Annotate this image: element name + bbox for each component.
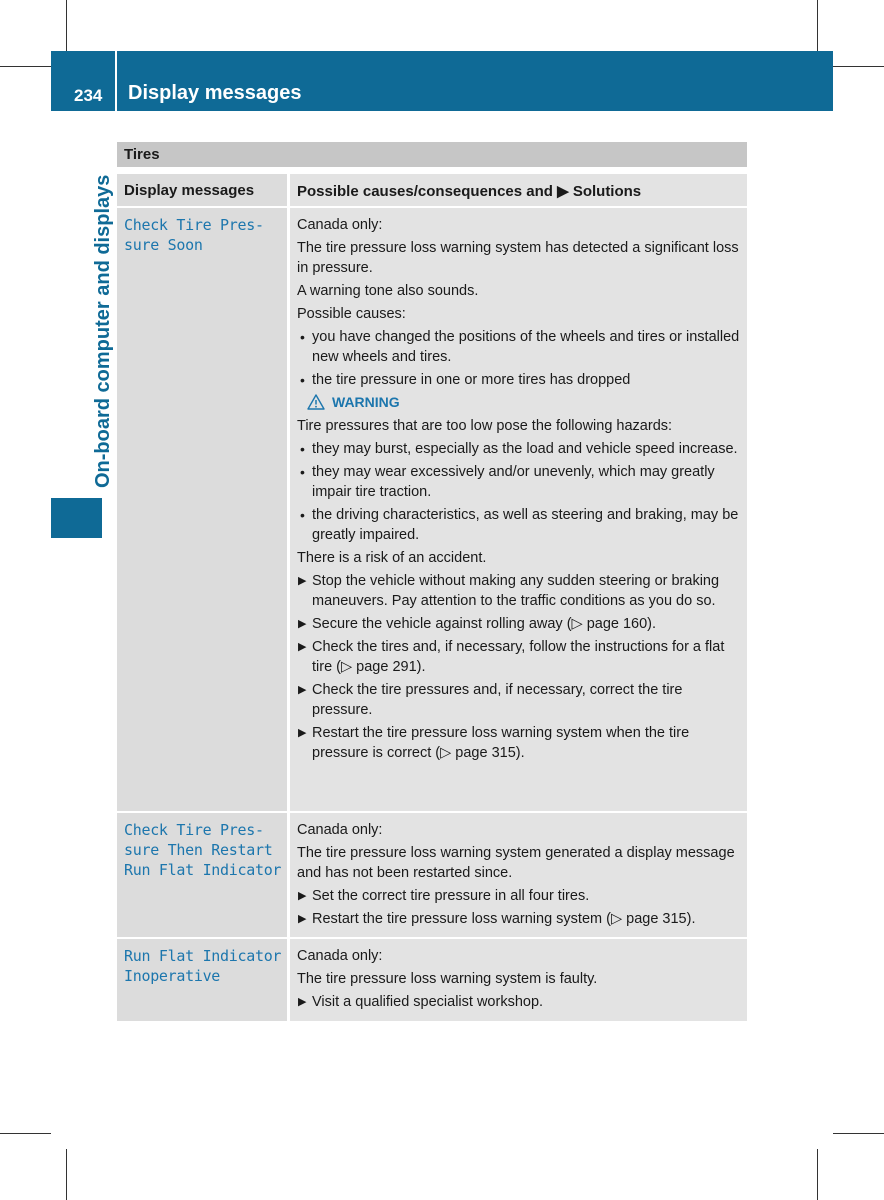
- step-text: Restart the tire pressure loss warning system when the tire pressure is correct (▷ page 315).: [312, 725, 690, 761]
- chapter-label: On-board computer and displays: [92, 174, 114, 488]
- instruction-step: ▶ Check the tire pressures and, if necessary, correct the tire pressure.: [297, 680, 741, 720]
- step-text: Restart the tire pressure loss warning system (▷ page 315).: [312, 911, 696, 927]
- message-cell: [117, 939, 287, 1021]
- table-row: [117, 813, 747, 937]
- display-messages-table: [117, 142, 747, 1023]
- table-row: [117, 208, 747, 811]
- section-heading: Tires: [117, 142, 747, 167]
- paragraph: Canada only:: [297, 822, 383, 838]
- list-item-text: the driving characteristics, as well as steering and braking, may be greatly impaired.: [312, 507, 739, 543]
- column-header-messages: Display messages: [117, 174, 287, 206]
- paragraph: The tire pressure loss warning system has detected a significant loss in pressure.: [297, 240, 739, 276]
- display-message-line: sure Soon: [124, 236, 203, 254]
- crop-mark: [66, 0, 67, 51]
- display-message-line: Inoperative: [124, 967, 221, 985]
- message-cell: [117, 813, 287, 937]
- solution-cell: [290, 939, 747, 1021]
- header-divider: [115, 51, 117, 111]
- table-header-row: [117, 174, 747, 206]
- display-message-line: Check Tire Pres-: [124, 216, 264, 234]
- list-item-text: they may wear excessively and/or unevenly, which may greatly impair tire traction.: [312, 464, 715, 500]
- crop-mark: [817, 1149, 818, 1200]
- step-text: Set the correct tire pressure in all four tires.: [312, 888, 590, 904]
- step-text: Secure the vehicle against rolling away (▷ page 160).: [312, 616, 657, 632]
- paragraph: A warning tone also sounds.: [297, 283, 479, 299]
- message-cell: [117, 208, 287, 811]
- column-header-solutions: Possible causes/consequences and ▶ Solutions: [290, 174, 747, 206]
- paragraph: Tire pressures that are too low pose the following hazards:: [297, 418, 673, 434]
- chapter-tab: [51, 498, 102, 538]
- list-item: • they may wear excessively and/or unevenly, which may greatly impair tire traction.: [297, 462, 741, 502]
- solution-cell: [290, 813, 747, 937]
- step-text: Check the tires and, if necessary, follow the instructions for a flat tire (▷ page 291).: [312, 639, 725, 675]
- list-item-text: they may burst, especially as the load and vehicle speed increase.: [312, 441, 738, 457]
- display-message-line: Run Flat Indicator: [124, 861, 282, 879]
- warning-label: WARNING: [332, 394, 400, 410]
- list-item: • the driving characteristics, as well as steering and braking, may be greatly impaired.: [297, 505, 741, 545]
- step-text: Check the tire pressures and, if necessary, correct the tire pressure.: [312, 682, 683, 718]
- crop-mark: [833, 1133, 884, 1134]
- paragraph: Canada only:: [297, 217, 383, 233]
- instruction-step: ▶ Secure the vehicle against rolling away (▷ page 160).: [298, 616, 657, 632]
- warning-triangle-icon: [307, 394, 325, 410]
- instruction-step: ▶ Restart the tire pressure loss warning system (▷ page 315).: [298, 911, 696, 927]
- display-message-line: Check Tire Pres-: [124, 821, 264, 839]
- list-item: • they may burst, especially as the load and vehicle speed increase.: [300, 441, 738, 457]
- instruction-step: ▶ Check the tires and, if necessary, follow the instructions for a flat tire (▷ page 291).: [297, 637, 741, 677]
- list-item: • the tire pressure in one or more tires has dropped: [300, 372, 631, 388]
- list-item: • you have changed the positions of the wheels and tires or installed new wheels and tires.: [300, 329, 740, 365]
- crop-mark: [817, 0, 818, 51]
- crop-mark: [0, 66, 51, 67]
- display-message-line: sure Then Restart: [124, 841, 273, 859]
- paragraph: The tire pressure loss warning system generated a display message and has not been restarted since.: [297, 845, 735, 881]
- crop-mark: [0, 1133, 51, 1134]
- instruction-step: ▶ Stop the vehicle without making any sudden steering or braking maneuvers. Pay attention to the traffic conditions as you do so.: [297, 571, 741, 611]
- warning-heading: [307, 394, 741, 410]
- solution-cell: [290, 208, 747, 811]
- paragraph: Possible causes:: [297, 306, 406, 322]
- instruction-step: ▶ Visit a qualified specialist workshop.: [298, 994, 544, 1010]
- paragraph: The tire pressure loss warning system is faulty.: [297, 971, 598, 987]
- crop-mark: [833, 66, 884, 67]
- list-item-text: the tire pressure in one or more tires has dropped: [312, 372, 631, 388]
- step-text: Stop the vehicle without making any sudden steering or braking maneuvers. Pay attention to the traffic conditions as you do so.: [312, 573, 720, 609]
- list-item-text: you have changed the positions of the wheels and tires or installed new wheels and tires.: [312, 329, 740, 365]
- instruction-step: ▶ Set the correct tire pressure in all four tires.: [298, 888, 590, 904]
- instruction-step: ▶ Restart the tire pressure loss warning system when the tire pressure is correct (▷ page 315).: [297, 723, 741, 763]
- display-message-line: Run Flat Indicator: [124, 947, 282, 965]
- page-title: Display messages: [128, 82, 302, 104]
- step-text: Visit a qualified specialist workshop.: [312, 994, 544, 1010]
- crop-mark: [66, 1149, 67, 1200]
- page-number: 234: [74, 86, 103, 105]
- table-row: [117, 939, 747, 1021]
- paragraph: Canada only:: [297, 948, 383, 964]
- paragraph: There is a risk of an accident.: [297, 550, 487, 566]
